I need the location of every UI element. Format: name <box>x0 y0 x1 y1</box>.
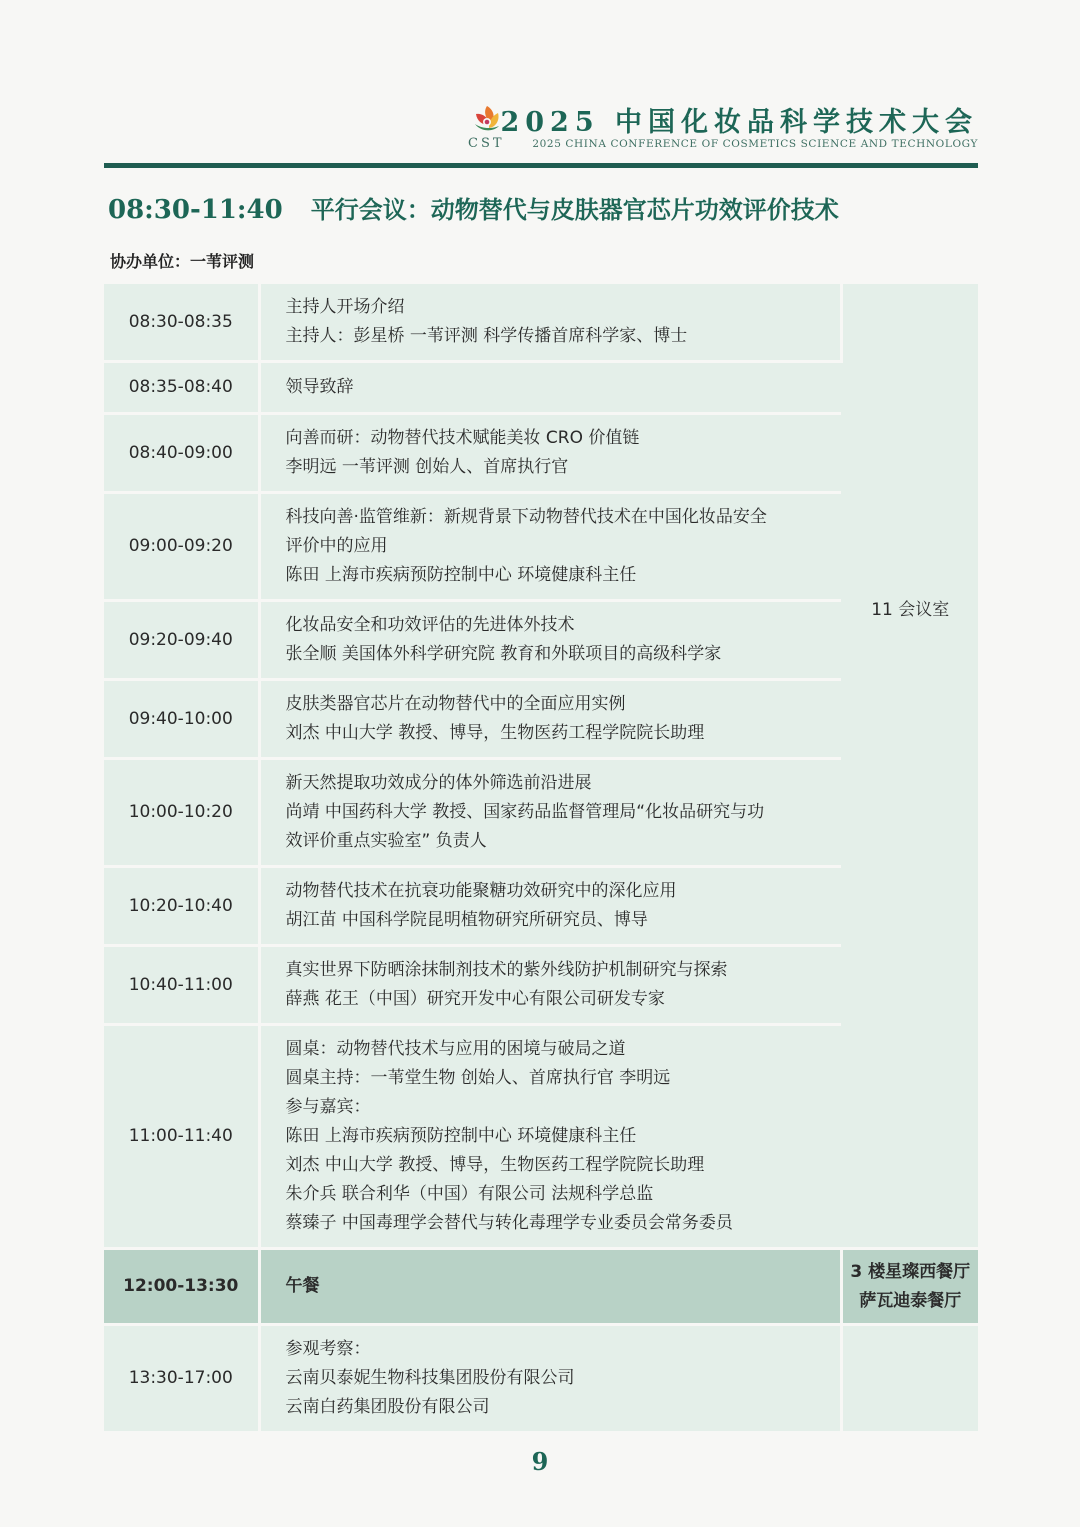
schedule-line: 李明远 一苇评测 创始人、首席执行官 <box>285 457 569 477</box>
schedule-time: 08:30-08:35 <box>104 284 259 362</box>
schedule-time: 10:00-10:20 <box>104 759 259 867</box>
schedule-body <box>104 284 978 1433</box>
conference-subtitle: 2025 CHINA CONFERENCE OF COSMETICS SCIENCE AND TECHNOLOGY <box>532 138 978 150</box>
schedule-content <box>259 680 841 759</box>
schedule-content <box>259 1025 841 1249</box>
cst-mark: CST <box>468 136 505 151</box>
co-organizer <box>110 249 254 272</box>
schedule-line: 参与嘉宾： <box>285 1097 371 1117</box>
lunch-venue <box>841 1249 978 1325</box>
schedule-line: 尚靖 中国药科大学 教授、国家药品监督管理局“化妆品研究与功 <box>285 802 765 822</box>
co-organizer-label: 协办单位： <box>110 252 191 271</box>
lunch-label: 午餐 <box>259 1249 841 1325</box>
schedule-line: 效评价重点实验室” 负责人 <box>285 831 487 851</box>
schedule-line: 化妆品安全和功效评估的先进体外技术 <box>285 615 575 635</box>
schedule-line: 蔡臻子 中国毒理学会替代与转化毒理学专业委员会常务委员 <box>285 1213 733 1233</box>
schedule-line: 向善而研：动物替代技术赋能美妆 CRO 价值链 <box>285 428 640 448</box>
schedule-time: 08:40-09:00 <box>104 414 259 493</box>
schedule-line: 薛燕 花王（中国）研究开发中心有限公司研发专家 <box>285 989 665 1009</box>
schedule-line: 动物替代技术在抗衰功能聚糖功效研究中的深化应用 <box>285 881 677 901</box>
schedule-row <box>104 284 978 362</box>
schedule-line: 朱介兵 联合利华（中国）有限公司 法规科学总监 <box>285 1184 654 1204</box>
visit-time: 13:30-17:00 <box>104 1325 259 1433</box>
lunch-row <box>104 1249 978 1325</box>
page-number: 9 <box>531 1447 549 1476</box>
header-divider <box>104 163 978 168</box>
visit-content <box>259 1325 841 1433</box>
schedule-content <box>259 284 841 362</box>
visit-row <box>104 1325 978 1433</box>
schedule-line: 主持人：彭星桥 一苇评测 科学传播首席科学家、博士 <box>285 326 688 346</box>
session-heading <box>108 190 839 225</box>
schedule-content <box>259 362 841 414</box>
schedule-line: 陈田 上海市疾病预防控制中心 环境健康科主任 <box>285 1126 637 1146</box>
schedule-line: 陈田 上海市疾病预防控制中心 环境健康科主任 <box>285 565 637 585</box>
conference-logo-icon <box>470 102 504 136</box>
schedule-line: 领导致辞 <box>285 377 354 397</box>
schedule-line: 主持人开场介绍 <box>285 297 405 317</box>
lunch-venue-line: 3 楼星璨西餐厅 <box>850 1261 971 1282</box>
visit-line: 云南白药集团股份有限公司 <box>285 1397 490 1417</box>
schedule-content <box>259 867 841 946</box>
schedule-time: 09:20-09:40 <box>104 601 259 680</box>
schedule-line: 真实世界下防晒涂抹制剂技术的紫外线防护机制研究与探索 <box>285 960 728 980</box>
schedule-line: 科技向善·监管维新：新规背景下动物替代技术在中国化妆品安全 <box>285 507 767 527</box>
schedule-line: 刘杰 中山大学 教授、博导，生物医药工程学院院长助理 <box>285 1155 705 1175</box>
schedule-time: 11:00-11:40 <box>104 1025 259 1249</box>
schedule-time: 10:40-11:00 <box>104 946 259 1025</box>
schedule-content <box>259 759 841 867</box>
schedule-table <box>104 284 978 1434</box>
schedule-content <box>259 946 841 1025</box>
schedule-content <box>259 493 841 601</box>
co-organizer-name: 一苇评测 <box>190 252 255 271</box>
schedule-line: 圆桌：动物替代技术与应用的困境与破局之道 <box>285 1039 626 1059</box>
schedule-time: 09:40-10:00 <box>104 680 259 759</box>
schedule-content <box>259 601 841 680</box>
venue-cell: 11 会议室 <box>841 284 978 1249</box>
visit-line: 参观考察： <box>285 1339 371 1359</box>
schedule-line: 刘杰 中山大学 教授、博导，生物医药工程学院院长助理 <box>285 723 705 743</box>
schedule-line: 评价中的应用 <box>285 536 388 556</box>
schedule-time: 09:00-09:20 <box>104 493 259 601</box>
schedule-line: 胡江苗 中国科学院昆明植物研究所研究员、博导 <box>285 910 648 930</box>
session-time: 08:30-11:40 <box>108 195 283 225</box>
lunch-time: 12:00-13:30 <box>104 1249 259 1325</box>
visit-line: 云南贝泰妮生物科技集团股份有限公司 <box>285 1368 575 1388</box>
lunch-venue-line: 萨瓦迪泰餐厅 <box>859 1290 962 1311</box>
schedule-content <box>259 414 841 493</box>
schedule-line: 圆桌主持：一苇堂生物 创始人、首席执行官 李明远 <box>285 1068 671 1088</box>
schedule-line: 张全顺 美国体外科学研究院 教育和外联项目的高级科学家 <box>285 644 722 664</box>
conference-title: 2025 中国化妆品科学技术大会 <box>500 107 978 138</box>
schedule-line: 皮肤类器官芯片在动物替代中的全面应用实例 <box>285 694 626 714</box>
visit-venue <box>841 1325 978 1433</box>
schedule-time: 08:35-08:40 <box>104 362 259 414</box>
session-title: 平行会议：动物替代与皮肤器官芯片功效评价技术 <box>310 195 839 224</box>
schedule-line: 新天然提取功效成分的体外筛选前沿进展 <box>285 773 592 793</box>
conference-header <box>104 96 978 170</box>
schedule-time: 10:20-10:40 <box>104 867 259 946</box>
